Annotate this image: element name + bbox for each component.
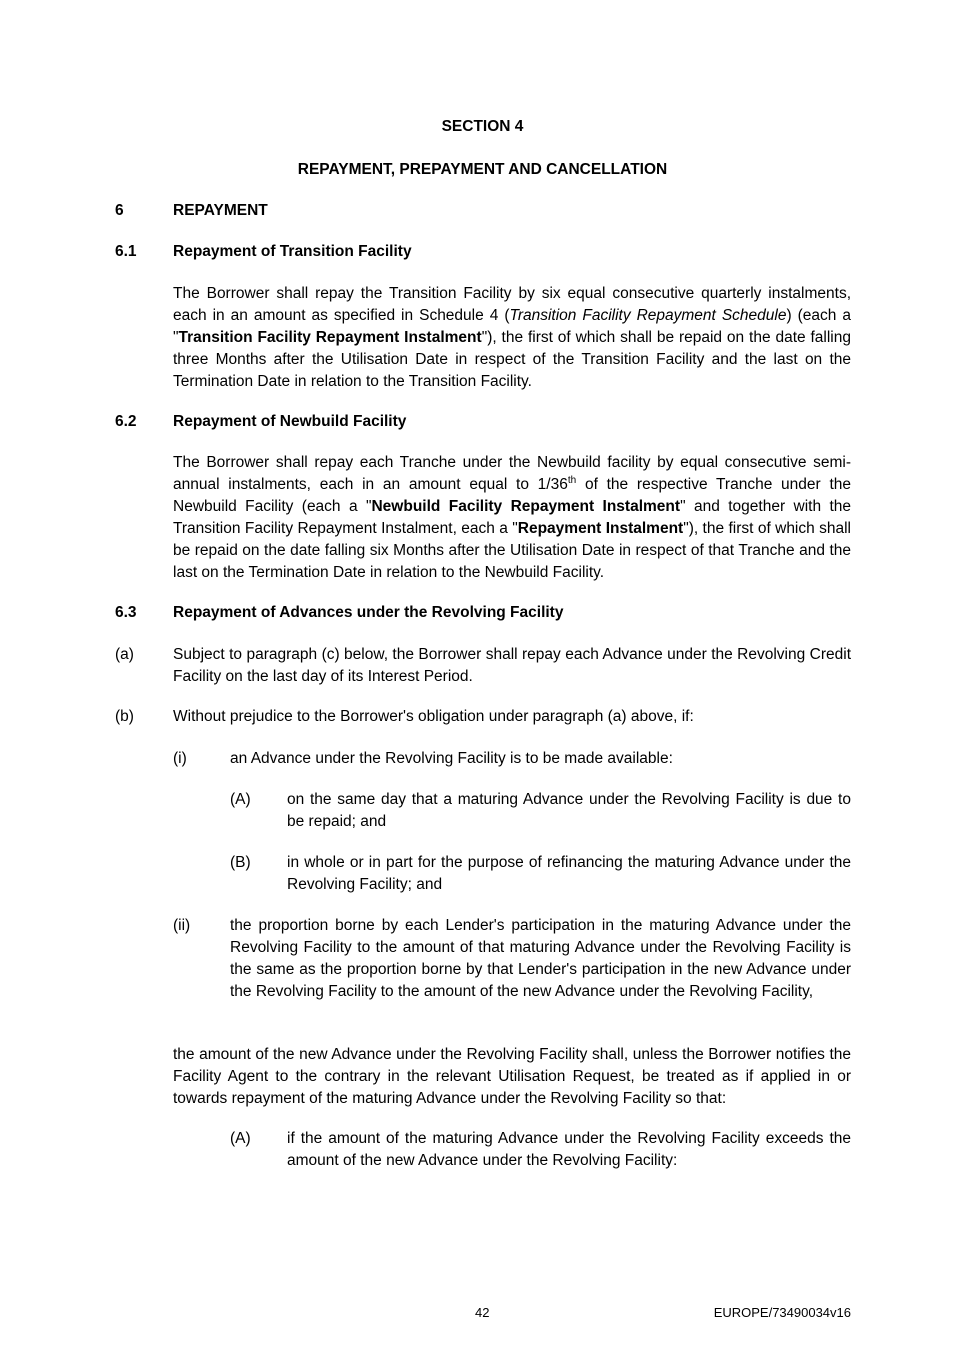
subclause-6-1-title: Repayment of Transition Facility (173, 243, 412, 260)
para-A2-label: (A) (230, 1130, 251, 1147)
continuation-paragraph: the amount of the new Advance under the Revolving Facility shall, unless the Borrower notifies the Facility Agent to the contrary in the relevant Utilisation Request, be treated as if applied in or towards repayment of the maturing Advance under the Revolving Facility so that: (173, 1046, 851, 1107)
para-a-text: Subject to paragraph (c) below, the Borrower shall repay each Advance under the Revolving Credit Facility on the last day of its Interest Period. (173, 646, 851, 685)
subclause-6-3-title: Repayment of Advances under the Revolving Facility (173, 604, 564, 621)
para-a-label: (a) (115, 646, 134, 663)
para-i-text: an Advance under the Revolving Facility is to be made available: (230, 750, 673, 767)
document-reference: EUROPE/73490034v16 (713, 1305, 851, 1320)
section-heading: SECTION 4 (441, 118, 524, 135)
subclause-6-1-paragraph: The Borrower shall repay the Transition Facility by six equal consecutive quarterly instalments, each in an amount as specified in Schedule 4 (Transition Facility Repayment Schedule) (each a "Transition Facility Repayment Instalment"), the first of which shall be repaid on the date falling three Months after the Utilisation Date in respect of the Transition Facility and the last on the Termination Date in relation to the Transition Facility. (173, 285, 852, 390)
para-B-text: in whole or in part for the purpose of refinancing the maturing Advance under the Revolving Facility; and (287, 854, 851, 893)
subclause-6-2-title: Repayment of Newbuild Facility (173, 413, 407, 430)
page-number: 42 (475, 1305, 490, 1320)
subclause-6-3-number: 6.3 (115, 604, 137, 621)
subclause-6-1-number: 6.1 (115, 243, 137, 260)
para-i-label: (i) (173, 750, 187, 767)
clause-title: REPAYMENT (173, 202, 268, 219)
para-B-label: (B) (230, 854, 251, 871)
clause-number: 6 (115, 202, 124, 219)
para-b-label: (b) (115, 708, 134, 725)
section-title: REPAYMENT, PREPAYMENT AND CANCELLATION (297, 161, 668, 178)
para-A-label: (A) (230, 791, 251, 808)
subclause-6-2-number: 6.2 (115, 413, 137, 430)
para-A2-text: if the amount of the maturing Advance under the Revolving Facility exceeds the amount of the new Advance under the Revolving Facility: (287, 1130, 851, 1169)
subclause-6-2-paragraph: The Borrower shall repay each Tranche under the Newbuild facility by equal consecutive semi-annual instalments, each in an amount equal to 1/36th of the respective Tranche under the Newbuild Facility (each a "Newbuild Facility Repayment Instalment" and together with the Transition Facility Repayment Instalment, each a "Repayment Instalment"), the first of which shall be repaid on the date falling six Months after the Utilisation Date in respect of that Tranche and the last on the Termination Date in relation to the Newbuild Facility. (173, 454, 852, 581)
para-A-text: on the same day that a maturing Advance under the Revolving Facility is due to be repaid; and (287, 791, 851, 830)
para-ii-label: (ii) (173, 917, 191, 934)
para-b-text: Without prejudice to the Borrower's obligation under paragraph (a) above, if: (173, 708, 694, 725)
para-ii-text: the proportion borne by each Lender's participation in the maturing Advance under the Revolving Facility to the amount of that maturing Advance under the Revolving Facility is the same as the proportion borne by that Lender's participation in the new Advance under the Revolving Facility to the amount of the new Advance under the Revolving Facility, (230, 917, 851, 1000)
